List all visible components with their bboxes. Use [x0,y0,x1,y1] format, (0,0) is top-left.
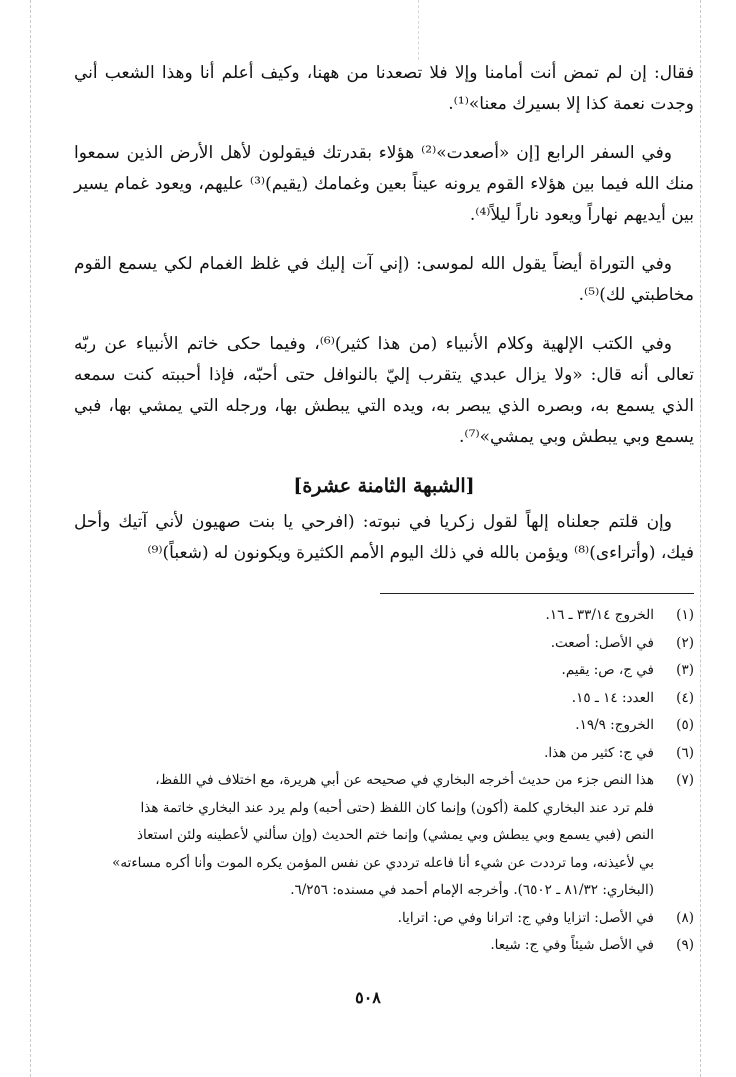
footnote [74,712,694,740]
footnote-text [74,905,662,933]
footnote-number: (٩) [676,937,694,953]
footnote [74,630,694,658]
paragraph: فقال: إن لم تمض أنت أمامنا وإلا فلا تصعدنا من ههنا، وكيف أعلم أنا وهذا الشعب أني وجدت نعمة كذا إلا بسيرك معنا»⁽¹⁾. [74,63,694,114]
footnote-number: (٧) [676,772,694,788]
footnote-number: (٨) [676,909,694,926]
footnote-text [74,767,662,905]
scan-guide-line [30,0,31,1077]
footnote-line: الخروج: ١٩/٩. [575,717,654,733]
footnote-number: (٥) [676,717,694,733]
footnote-line: في الأصل شيئاً وفي ج: شيعا. [490,937,654,953]
footnote-number: (١) [676,607,694,623]
paragraph: وفي التوراة أيضاً يقول الله لموسى: (إني آت إليك في غلظ الغمام لكي يسمع القوم مخاطبتي لك)⁽⁵⁾. [74,254,694,305]
paragraph: وفي الكتب الإلهية وكلام الأنبياء (من هذا كثير)⁽⁶⁾، وفيما حكى خاتم الأنبياء عن ربّه تعالى أنه قال: «ولا يزال عبدي يتقرب إليّ بالنوافل حتى أحبّه، فإذا أحببته كنت سمعه الذي يسمع به، وبصره الذي يبصر به، ويده التي يبطش بها، ورجله التي يمشي بها، فبي يسمع وبي يبطش وبي يمشي»⁽⁷⁾. [74,334,694,447]
footnote-text [74,712,662,740]
footnote-line: العدد: ١٤ ـ ١٥. [571,689,654,706]
section-heading: [الشبهة الثامنة عشرة] [293,475,475,497]
footnote-line: (البخاري: ٨١/٣٢ ـ ٦٥٠٢). وأخرجه الإمام أحمد في مسنده: ٦/٢٥٦. [290,882,654,898]
footnote-line: هذا النص جزء من حديث أخرجه البخاري في صحيحه عن أبي هريرة، مع اختلاف في اللفظ، [155,772,654,788]
footnote-number: (٤) [676,689,694,706]
footnote-number: (٢) [676,634,694,651]
footnote-text [74,602,662,630]
footnote [74,740,694,768]
footnote-text [74,685,662,713]
footnote-text [74,657,662,685]
footnotes [74,602,694,960]
footnote-line: في الأصل: اتزايا وفي ج: اترانا وفي ص: اترايا. [397,909,654,926]
footnote-text [74,932,662,960]
footnote-line: بي لأعيذنه، وما ترددت عن شيء أنا فاعله ترددي عن نفس المؤمن يكره الموت وأنا أكره مساءته» [112,854,654,871]
footnote [74,685,694,713]
footnote-text [74,630,662,658]
footnote [74,602,694,630]
footnote-line: النص (فبي يسمع وبي يبطش وبي يمشي) وإنما ختم الحديث (وإن سألني لأعطينه ولئن استعاذ [136,827,654,843]
footnote [74,932,694,960]
footnote [74,767,694,905]
footnote-line: الخروج ٣٣/١٤ ـ ١٦. [545,607,654,623]
footnote-text [74,740,662,768]
scan-guide-line [418,0,419,60]
page-number: ٥٠٨ [355,988,381,1007]
footnote-number: (٦) [676,744,694,761]
footnote-divider [380,593,694,594]
footnote-number: (٣) [676,662,694,678]
main-text [74,58,694,587]
footnote [74,905,694,933]
footnote-line: في الأصل: أصعت. [550,634,654,651]
paragraph: وإن قلتم جعلناه إلهاً لقول زكريا في نبوته: (افرحي يا بنت صهيون لأني آتيك وأحل فيك، (وأتراءى)⁽⁸⁾ ويؤمن بالله في ذلك اليوم الأمم الكثيرة ويكونون له (شعباً)⁽⁹⁾ [74,512,694,563]
scan-guide-line [700,0,701,1077]
footnote-line: في ج: كثير من هذا. [544,744,654,761]
paragraph: وفي السفر الرابع [إن «أصعدت»⁽²⁾ هؤلاء بقدرتك فيقولون لأهل الأرض الذين سمعوا منك الله فيما بين هؤلاء القوم يرونه عيناً بعين وغمامك (يقيم)⁽³⁾ عليهم، ويعود غمام يسير بين أيديهم نهاراً ويعود ناراً ليلاً⁽⁴⁾. [74,143,694,225]
footnote-line: في ج، ص: يقيم. [561,662,654,678]
footnote [74,657,694,685]
footnote-line: فلم ترد عند البخاري كلمة (أكون) وإنما كان اللفظ (حتى أحبه) ولم يرد عند البخاري خاتمة هذا [140,799,654,816]
